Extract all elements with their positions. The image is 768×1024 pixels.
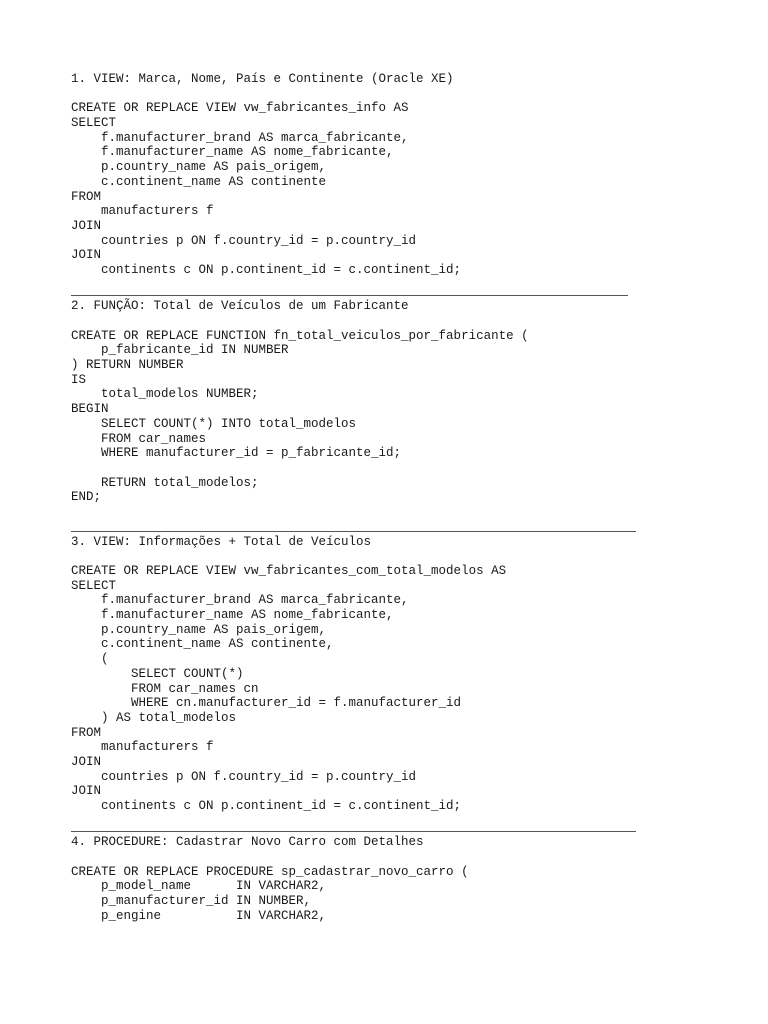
section-2 (71, 299, 721, 519)
code-line: countries p ON f.country_id = p.country_id (71, 769, 417, 784)
code-line: continents c ON p.continent_id = c.continent_id; (71, 799, 462, 813)
section-divider (71, 831, 636, 832)
code-line: ) RETURN NUMBER (71, 358, 184, 373)
section-divider (71, 295, 628, 296)
code-line: FROM (71, 725, 102, 740)
section-4 (71, 835, 721, 923)
code-line: WHERE cn.manufacturer_id = f.manufacturer_id (71, 696, 462, 711)
code-line: c.continent_name AS continente, (71, 637, 334, 652)
code-line: f.manufacturer_name AS nome_fabricante, (71, 145, 394, 160)
code-line: f.manufacturer_brand AS marca_fabricante, (71, 593, 409, 608)
code-line: BEGIN (71, 402, 109, 417)
code-line: RETURN total_modelos; (71, 475, 259, 490)
code-line: p_manufacturer_id IN NUMBER, (71, 894, 312, 909)
code-line: SELECT COUNT(*) INTO total_modelos (71, 416, 357, 431)
code-line: f.manufacturer_brand AS marca_fabricante, (71, 130, 409, 145)
code-line: JOIN (71, 218, 102, 233)
code-line: f.manufacturer_name AS nome_fabricante, (71, 608, 394, 623)
code-line: CREATE OR REPLACE FUNCTION fn_total_veiculos_por_fabricante ( (71, 328, 529, 343)
code-line: p_fabricante_id IN NUMBER (71, 343, 289, 358)
code-line: JOIN (71, 754, 102, 769)
code-line: p_model_name IN VARCHAR2, (71, 879, 327, 894)
section-heading: 3. VIEW: Informações + Total de Veículos (71, 534, 372, 549)
section-heading: 4. PROCEDURE: Cadastrar Novo Carro com Detalhes (71, 835, 424, 850)
code-line: CREATE OR REPLACE VIEW vw_fabricantes_info AS (71, 101, 409, 116)
code-line: FROM car_names cn (71, 681, 259, 696)
code-line: CREATE OR REPLACE PROCEDURE sp_cadastrar_novo_carro ( (71, 864, 469, 879)
code-line: JOIN (71, 248, 102, 263)
code-line: ) AS total_modelos (71, 710, 237, 725)
code-line: SELECT COUNT(*) (71, 666, 244, 681)
code-line: p.country_name AS pais_origem, (71, 622, 327, 637)
section-heading: 2. FUNÇÃO: Total de Veículos de um Fabricante (71, 299, 409, 314)
code-line: manufacturers f (71, 204, 214, 219)
code-line: WHERE manufacturer_id = p_fabricante_id; (71, 446, 402, 461)
section-heading: 1. VIEW: Marca, Nome, País e Continente (Oracle XE) (71, 72, 454, 86)
code-line: manufacturers f (71, 740, 214, 755)
code-line: p_engine IN VARCHAR2, (71, 908, 327, 923)
code-line: JOIN (71, 784, 102, 799)
code-line: FROM car_names (71, 431, 207, 446)
code-line: CREATE OR REPLACE VIEW vw_fabricantes_com_total_modelos AS (71, 564, 507, 578)
code-line: IS (71, 372, 87, 387)
code-line: continents c ON p.continent_id = c.continent_id; (71, 262, 462, 277)
code-line: ( (71, 652, 109, 667)
section-3 (71, 535, 721, 829)
code-line: END; (71, 490, 102, 505)
code-line: p.country_name AS pais_origem, (71, 160, 327, 175)
section-1 (71, 72, 721, 292)
document-page (71, 72, 721, 924)
code-line: SELECT (71, 116, 117, 131)
code-line: SELECT (71, 578, 117, 593)
code-line: c.continent_name AS continente (71, 174, 327, 189)
code-line: total_modelos NUMBER; (71, 387, 259, 402)
code-line: FROM (71, 189, 102, 204)
code-line (71, 461, 721, 476)
code-line: countries p ON f.country_id = p.country_id (71, 233, 417, 248)
section-divider (71, 531, 636, 532)
